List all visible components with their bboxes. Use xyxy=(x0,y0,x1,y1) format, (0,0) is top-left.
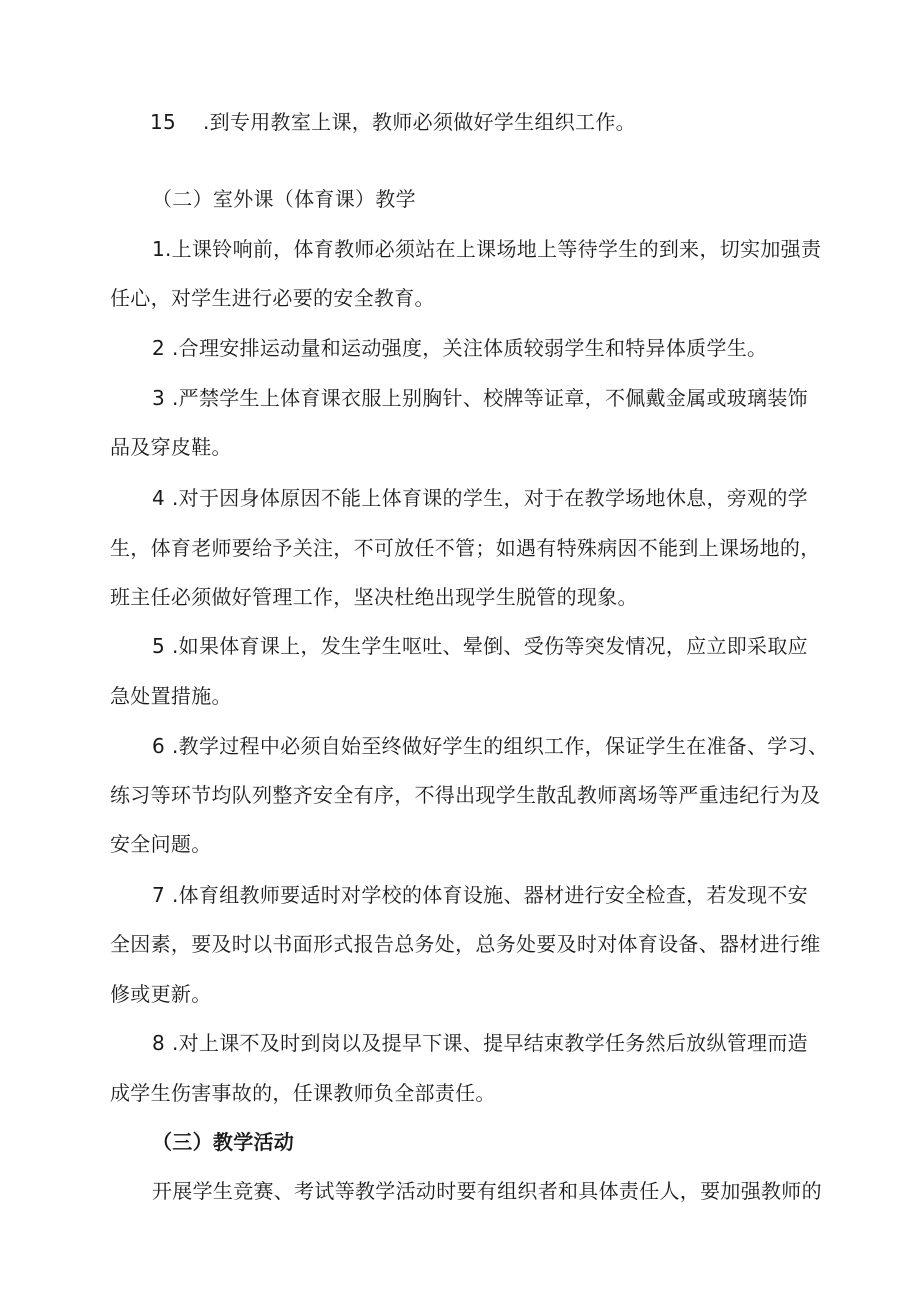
paragraph-6-text: .教学过程中必须自始至终做好学生的组织工作，保证学生在准备、学习、 xyxy=(172,734,829,758)
item-15-number: 15 xyxy=(150,110,177,134)
paragraph-7-text: .体育组教师要适时对学校的体育设施、器材进行安全检查，若发现不安 xyxy=(172,883,808,907)
paragraph-6-number: 6 xyxy=(152,734,166,758)
paragraph-3-number: 3 xyxy=(152,386,166,410)
paragraph-4-line-1 xyxy=(152,485,808,511)
paragraph-7-line-3: 修或更新。 xyxy=(110,982,212,1006)
paragraph-9-line-1: 开展学生竞赛、考试等教学活动时要有组织者和具体责任人，要加强教师的 xyxy=(152,1179,822,1203)
paragraph-3-line-2: 品及穿皮鞋。 xyxy=(110,435,232,459)
paragraph-5-line-1 xyxy=(152,633,808,659)
paragraph-2-line-1 xyxy=(152,335,767,361)
paragraph-1-line-2: 任心，对学生进行必要的安全教育。 xyxy=(110,286,435,310)
paragraph-5-text: .如果体育课上，发生学生呕吐、晕倒、受伤等突发情况，应立即采取应 xyxy=(172,634,808,658)
paragraph-8-number: 8 xyxy=(152,1031,166,1055)
paragraph-2-number: 2 xyxy=(152,336,166,360)
paragraph-5-line-2: 急处置措施。 xyxy=(110,684,232,708)
paragraph-7-number: 7 xyxy=(152,883,166,907)
paragraph-4-line-2: 生，体育老师要给予关注，不可放任不管；如遇有特殊病因不能到上课场地的， xyxy=(110,536,821,560)
paragraph-4-number: 4 xyxy=(152,486,166,510)
paragraph-3-text: .严禁学生上体育课衣服上别胸针、校牌等证章，不佩戴金属或玻璃装饰 xyxy=(172,386,808,410)
paragraph-6-line-1 xyxy=(152,733,828,759)
paragraph-5-number: 5 xyxy=(152,634,166,658)
paragraph-2-text: .合理安排运动量和运动强度，关注体质较弱学生和特异体质学生。 xyxy=(172,336,768,360)
paragraph-8-text: .对上课不及时到岗以及提早下课、提早结束教学任务然后放纵管理而造 xyxy=(172,1031,808,1055)
paragraph-3-line-1 xyxy=(152,385,808,411)
item-15 xyxy=(150,109,636,135)
paragraph-8-line-1 xyxy=(152,1030,808,1056)
item-15-text: .到专用教室上课，教师必须做好学生组织工作。 xyxy=(203,110,636,134)
paragraph-6-line-3: 安全问题。 xyxy=(110,832,212,856)
paragraph-4-line-3: 班主任必须做好管理工作，坚决杜绝出现学生脱管的现象。 xyxy=(110,585,638,609)
section-heading-outdoor: （二）室外课（体育课）教学 xyxy=(152,187,416,211)
paragraph-4-text: .对于因身体原因不能上体育课的学生，对于在教学场地休息，旁观的学 xyxy=(172,486,808,510)
paragraph-1-line-1: 1.上课铃响前，体育教师必须站在上课场地上等待学生的到来，切实加强责 xyxy=(152,237,822,261)
paragraph-6-line-2: 练习等环节均队列整齐安全有序，不得出现学生散乱教师离场等严重违纪行为及 xyxy=(110,783,821,807)
section-heading-activities: （三）教学活动 xyxy=(152,1130,295,1154)
paragraph-7-line-2: 全因素，要及时以书面形式报告总务处，总务处要及时对体育设备、器材进行维 xyxy=(110,932,821,956)
paragraph-7-line-1 xyxy=(152,882,808,908)
paragraph-8-line-2: 成学生伤害事故的，任课教师负全部责任。 xyxy=(110,1081,496,1105)
